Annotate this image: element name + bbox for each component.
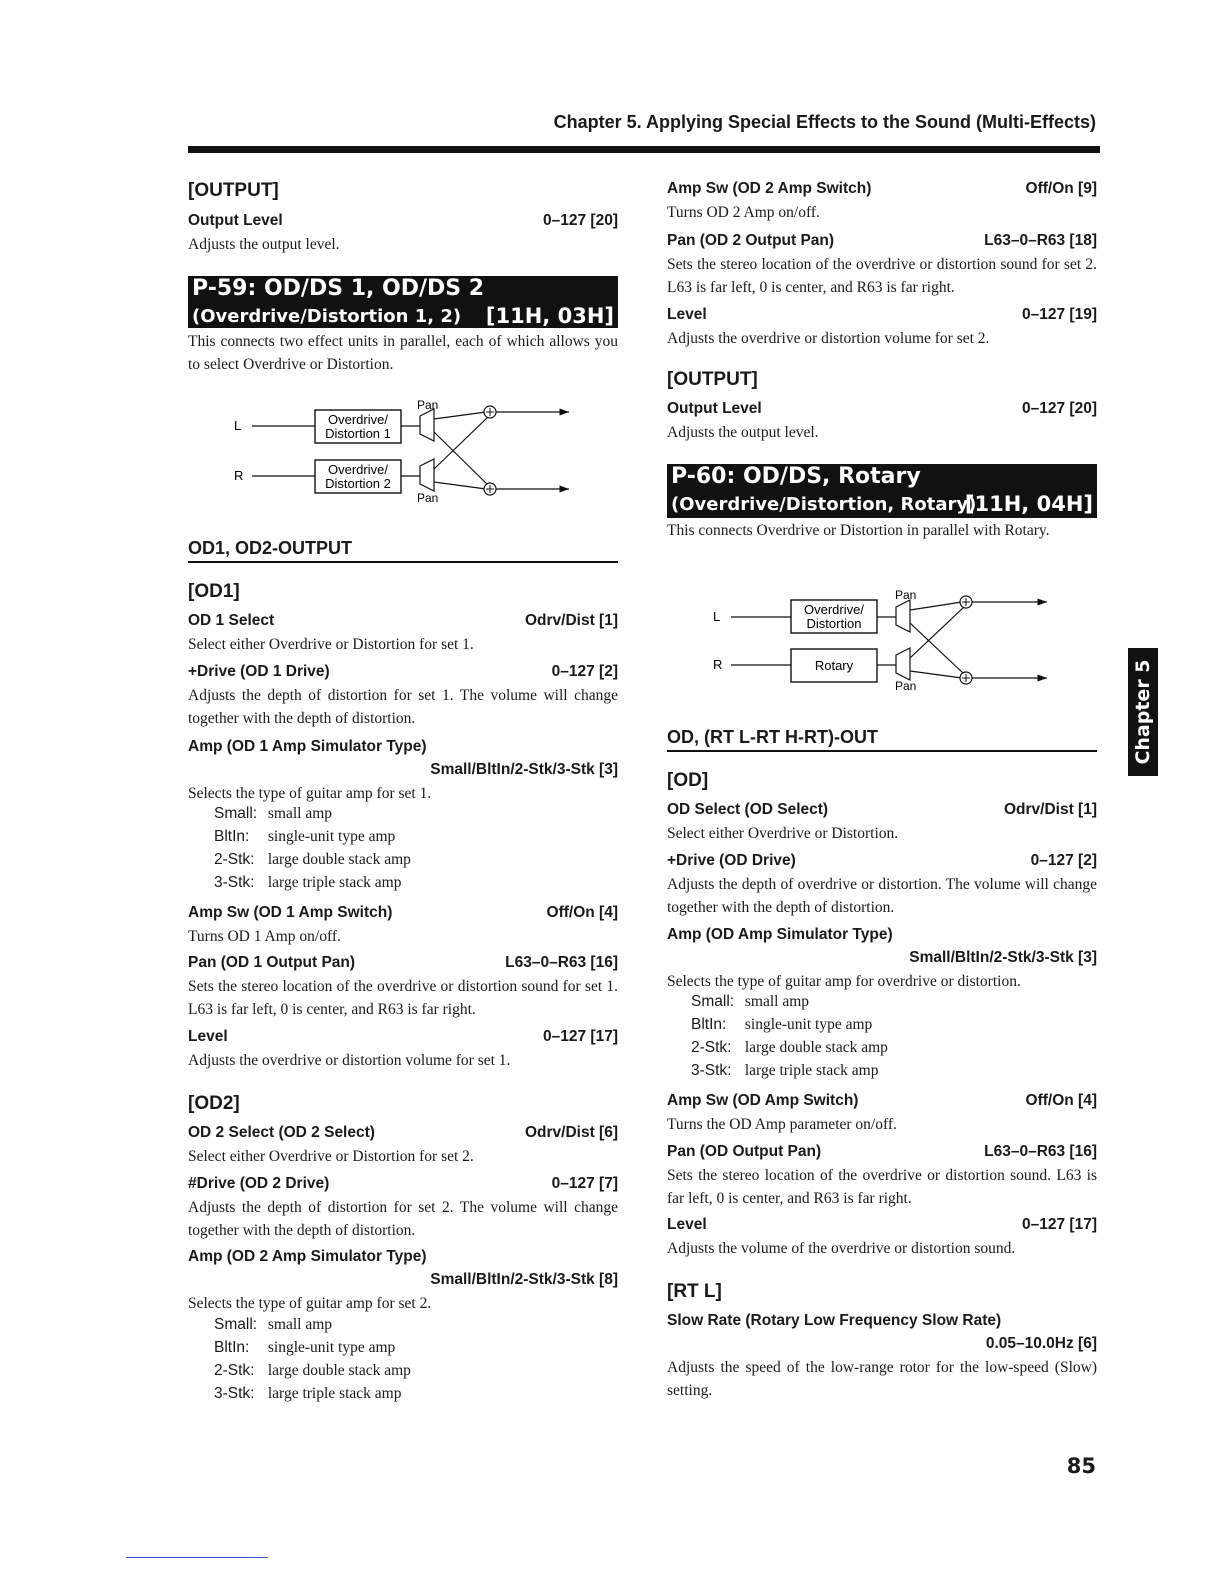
param-value: 0–127 [20] <box>543 212 618 229</box>
p60-subtitle: (Overdrive/Distortion, Rotary) <box>671 494 977 515</box>
param-name: Amp (OD 1 Amp Simulator Type) <box>188 738 427 755</box>
p60-description: This connects Overdrive or Distortion in parallel with Rotary. <box>667 522 1050 539</box>
param-od-level <box>667 1216 1097 1236</box>
param-name: Amp Sw (OD 1 Amp Switch) <box>188 904 393 921</box>
param-od2-drive <box>188 1175 618 1195</box>
amp-option: BltIn: single-unit type amp <box>691 1016 873 1033</box>
amp-option: Small: small amp <box>691 993 810 1010</box>
amp-option: 3-Stk: large triple stack amp <box>214 874 402 891</box>
param-desc: Adjusts the overdrive or distortion volume for set 1. <box>188 1052 511 1069</box>
param-od2-pan <box>667 232 1097 252</box>
param-name: #Drive (OD 2 Drive) <box>188 1175 330 1192</box>
param-name: Slow Rate (Rotary Low Frequency Slow Rate) <box>667 1312 1002 1329</box>
param-value: 0–127 [2] <box>1030 852 1097 869</box>
param-od-amp <box>667 926 1097 946</box>
param-name: OD 1 Select <box>188 612 275 629</box>
pan-bottom-icon <box>420 459 434 491</box>
header-rule <box>188 146 1100 153</box>
amp-option: BltIn: single-unit type amp <box>214 828 396 845</box>
param-value: Small/BltIn/2-Stk/3-Stk [3] <box>430 761 618 778</box>
param-desc: Adjusts the output level. <box>188 236 340 253</box>
pan-top-label: Pan <box>895 588 917 602</box>
param-name: Pan (OD 1 Output Pan) <box>188 954 356 971</box>
param-od1-select <box>188 612 618 632</box>
param-slow-rate <box>667 1312 1097 1332</box>
od-rt-out-head: OD, (RT L-RT H-RT)-OUT <box>667 727 1097 752</box>
od1-box-label2: Distortion 1 <box>325 426 391 441</box>
od-box-label: Overdrive/ <box>804 602 864 617</box>
param-value: 0–127 [19] <box>1022 306 1097 323</box>
param-desc: Select either Overdrive or Distortion for set 1. <box>188 636 474 653</box>
param-name: Amp Sw (OD 2 Amp Switch) <box>667 180 872 197</box>
param-desc: Select either Overdrive or Distortion for set 2. <box>188 1148 474 1165</box>
chapter-tab <box>1128 648 1158 776</box>
param-desc: Adjusts the depth of overdrive or distortion. The volume will change together with the depth of distortion. <box>667 876 1097 916</box>
param-od-pan <box>667 1143 1097 1163</box>
p59-subtitle: (Overdrive/Distortion 1, 2) <box>192 306 462 327</box>
od2-box-label2: Distortion 2 <box>325 476 391 491</box>
param-value: Off/On [4] <box>546 904 618 921</box>
param-name: +Drive (OD Drive) <box>667 852 796 869</box>
param-name: Level <box>667 1216 707 1233</box>
param-od1-ampsw <box>188 904 618 924</box>
input-r-label: R <box>713 657 723 672</box>
param-desc: Turns the OD Amp parameter on/off. <box>667 1116 897 1133</box>
footer-line <box>126 1557 268 1558</box>
param-output-level <box>188 212 618 232</box>
param-value: 0–127 [17] <box>543 1028 618 1045</box>
param-desc: Select either Overdrive or Distortion. <box>667 825 899 842</box>
param-value: Odrv/Dist [1] <box>524 612 618 629</box>
p59-description: This connects two effect units in parallel, each of which allows you to select Overdrive or Distortion. <box>188 333 618 373</box>
amp-option: BltIn: single-unit type amp <box>214 1339 396 1356</box>
param-od-select <box>667 801 1097 821</box>
amp-option: 2-Stk: large double stack amp <box>691 1039 888 1056</box>
p60-code: [11H, 04H] <box>964 492 1093 516</box>
input-l-label: L <box>234 418 242 433</box>
input-l-label: L <box>713 609 721 624</box>
p60-banner <box>667 464 1097 518</box>
param-desc: Selects the type of guitar amp for set 1. <box>188 785 432 802</box>
param-name: Amp Sw (OD Amp Switch) <box>667 1092 859 1109</box>
input-r-label: R <box>234 468 244 483</box>
p59-title: P-59: OD/DS 1, OD/DS 2 <box>192 276 485 301</box>
pan-top-icon <box>896 600 910 632</box>
param-value: Odrv/Dist [6] <box>524 1124 618 1141</box>
param-value: 0–127 [20] <box>1022 400 1097 417</box>
p60-signal-diagram <box>667 584 1097 702</box>
od1-od2-output-head: OD1, OD2-OUTPUT <box>188 538 618 563</box>
amp-option: 3-Stk: large triple stack amp <box>691 1062 879 1079</box>
pan-top-label: Pan <box>417 398 439 412</box>
param-od1-amp <box>188 738 618 758</box>
param-desc: Sets the stereo location of the overdrive or distortion sound for set 1. L63 is far left, 0 is center, and R63 is far right. <box>188 978 618 1018</box>
rotary-box-label: Rotary <box>814 658 854 673</box>
pan-bottom-label: Pan <box>895 679 917 693</box>
od-box-label2: Distortion <box>806 616 862 631</box>
param-value: Small/BltIn/2-Stk/3-Stk [8] <box>430 1271 618 1288</box>
param-desc: Adjusts the depth of distortion for set 1. The volume will change together with the depth of distortion. <box>188 687 618 727</box>
param-name: +Drive (OD 1 Drive) <box>188 663 330 680</box>
param-value: 0.05–10.0Hz [6] <box>985 1335 1097 1352</box>
param-od1-drive <box>188 663 618 683</box>
param-value: Off/On [9] <box>1025 180 1097 197</box>
od2-box-label: Overdrive/ <box>328 462 388 477</box>
param-desc: Turns OD 1 Amp on/off. <box>188 928 341 945</box>
param-desc: Adjusts the speed of the low-range rotor for the low-speed (Slow) setting. <box>667 1359 1097 1399</box>
param-value: Off/On [4] <box>1025 1092 1097 1109</box>
section-od2: [OD2] <box>188 1093 240 1114</box>
chapter-header: Chapter 5. Applying Special Effects to the Sound (Multi-Effects) <box>553 112 1096 132</box>
param-od1-level <box>188 1028 618 1048</box>
param-od1-amp-value <box>188 761 618 781</box>
param-name: OD Select (OD Select) <box>667 801 829 818</box>
param-value: 0–127 [17] <box>1022 1216 1097 1233</box>
page-number: 85 <box>1066 1454 1096 1478</box>
p59-banner <box>188 276 618 328</box>
param-desc: Turns OD 2 Amp on/off. <box>667 204 820 221</box>
param-od2-level <box>667 306 1097 326</box>
param-value: 0–127 [2] <box>551 663 618 680</box>
param-od2-amp-value <box>188 1271 618 1291</box>
param-name: Output Level <box>188 212 283 229</box>
param-od-ampsw <box>667 1092 1097 1112</box>
param-desc: Selects the type of guitar amp for set 2. <box>188 1295 432 1312</box>
param-name: Amp (OD 2 Amp Simulator Type) <box>188 1248 427 1265</box>
param-od1-pan <box>188 954 618 974</box>
param-desc: Adjusts the volume of the overdrive or distortion sound. <box>667 1240 1016 1257</box>
param-name: Amp (OD Amp Simulator Type) <box>667 926 893 943</box>
p60-title: P-60: OD/DS, Rotary <box>671 464 921 489</box>
pan-bottom-label: Pan <box>417 491 439 505</box>
amp-option: Small: small amp <box>214 805 333 822</box>
param-desc: Selects the type of guitar amp for overdrive or distortion. <box>667 973 1021 990</box>
amp-option: 2-Stk: large double stack amp <box>214 1362 411 1379</box>
param-desc: Sets the stereo location of the overdrive or distortion sound for set 2. L63 is far left, 0 is center, and R63 is far right. <box>667 256 1097 296</box>
p59-signal-diagram <box>188 392 618 510</box>
param-desc: Adjusts the depth of distortion for set 2. The volume will change together with the depth of distortion. <box>188 1199 618 1239</box>
param-value: 0–127 [7] <box>551 1175 618 1192</box>
p59-code: [11H, 03H] <box>485 304 614 328</box>
amp-option: 3-Stk: large triple stack amp <box>214 1385 402 1402</box>
section-output: [OUTPUT] <box>188 180 279 201</box>
param-name: Level <box>667 306 707 323</box>
param-od2-ampsw <box>667 180 1097 200</box>
param-value: L63–0–R63 [18] <box>984 232 1097 249</box>
section-rt-l: [RT L] <box>667 1281 722 1302</box>
param-name: OD 2 Select (OD 2 Select) <box>188 1124 375 1141</box>
param-name: Output Level <box>667 400 762 417</box>
param-value: Odrv/Dist [1] <box>1003 801 1097 818</box>
param-desc: Adjusts the output level. <box>667 424 819 441</box>
param-value: Small/BltIn/2-Stk/3-Stk [3] <box>909 949 1097 966</box>
param-desc: Adjusts the overdrive or distortion volume for set 2. <box>667 330 990 347</box>
param-name: Pan (OD Output Pan) <box>667 1143 822 1160</box>
od1-box-label: Overdrive/ <box>328 412 388 427</box>
param-value: L63–0–R63 [16] <box>984 1143 1097 1160</box>
section-output: [OUTPUT] <box>667 369 758 390</box>
section-od1: [OD1] <box>188 581 240 602</box>
param-od2-select <box>188 1124 618 1144</box>
amp-option: Small: small amp <box>214 1316 333 1333</box>
pan-top-icon <box>420 409 434 441</box>
param-name: Level <box>188 1028 228 1045</box>
section-od: [OD] <box>667 770 709 791</box>
amp-option: 2-Stk: large double stack amp <box>214 851 411 868</box>
chapter-tab-label: Chapter 5 <box>1132 659 1154 765</box>
param-slow-rate-value <box>667 1335 1097 1355</box>
param-desc: Sets the stereo location of the overdrive or distortion sound. L63 is far left, 0 is center, and R63 is far right. <box>667 1167 1097 1207</box>
param-od-amp-value <box>667 949 1097 969</box>
param-od2-amp <box>188 1248 618 1268</box>
pan-bottom-icon <box>896 648 910 680</box>
param-od-drive <box>667 852 1097 872</box>
param-output-level <box>667 400 1097 420</box>
param-value: L63–0–R63 [16] <box>505 954 618 971</box>
param-name: Pan (OD 2 Output Pan) <box>667 232 835 249</box>
